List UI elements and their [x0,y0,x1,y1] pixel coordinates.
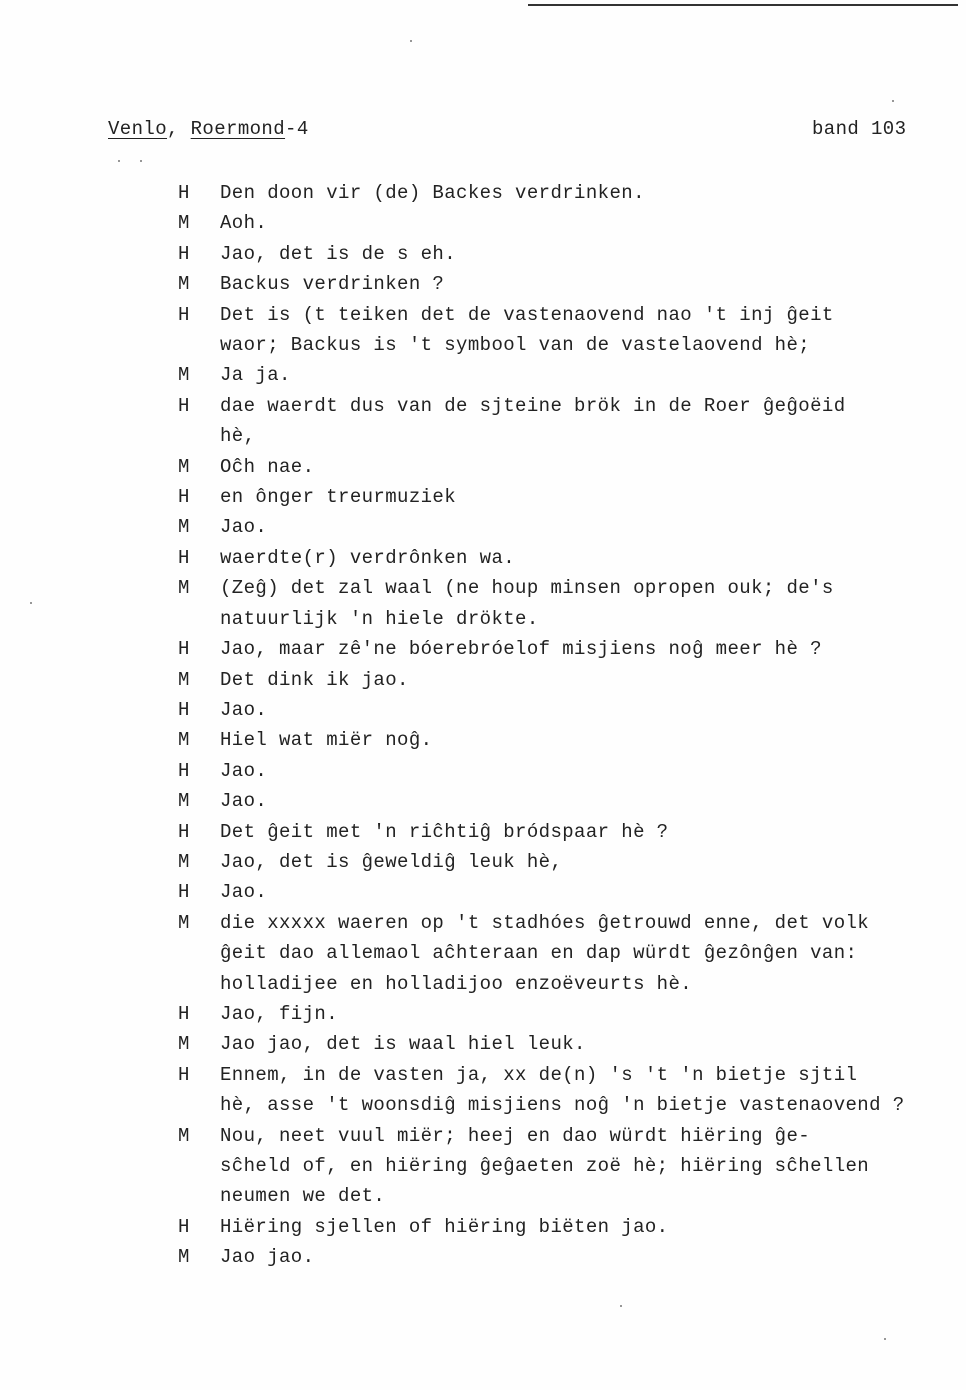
utterance-line: holladijee en holladijoo enzoëveurts hè. [220,972,693,995]
utterance-line: Jao. [220,698,268,721]
header-separator: , [167,118,191,140]
header-place-roermond: Roermond [190,118,286,140]
transcript-turn [178,634,938,664]
utterance [220,877,938,907]
speaker-label: M [178,729,190,752]
speaker-label: H [178,1215,190,1238]
speaker-label: M [178,1246,190,1269]
transcript-turn [178,178,938,208]
utterance-line: hè, [220,425,256,448]
transcript-turn [178,1212,938,1242]
utterance [220,573,938,634]
utterance-line: Hiëring sjellen of hiëring biëten jao. [220,1215,669,1238]
transcript-turn [178,665,938,695]
utterance [220,908,938,999]
utterance-line: en ônger treurmuziek [220,486,457,509]
speaker-label: M [178,212,190,235]
transcript-turn [178,208,938,238]
utterance [220,756,938,786]
transcript-body [178,178,938,1273]
transcript-turn [178,452,938,482]
utterance [220,1029,938,1059]
utterance-line: (Zeĝ) det zal waal (ne houp minsen opropen ouk; de's [220,577,834,600]
speaker-label: M [178,1124,190,1147]
utterance-line: neumen we det. [220,1185,386,1208]
utterance [220,178,938,208]
speaker-label: M [178,516,190,539]
utterance-line: Jao, maar zê'ne bóerebróelof misjiens noĝ meer hè ? [220,638,822,661]
utterance [220,543,938,573]
utterance [220,512,938,542]
transcript-turn [178,512,938,542]
speaker-label: H [178,820,190,843]
transcript-turn [178,543,938,573]
header-suffix: -4 [285,118,309,140]
scan-speck [892,100,894,102]
speaker-label: H [178,182,190,204]
utterance [220,725,938,755]
scan-speck [884,1338,886,1340]
speaker-label: H [178,1002,190,1025]
transcript-turn [178,1242,938,1272]
transcript-turn [178,908,938,999]
scan-speck [30,602,32,604]
speaker-label: M [178,911,190,934]
transcript-turn [178,847,938,877]
utterance-line: dae waerdt dus van de sjteine brök in de Roer ĝeĝoëid [220,394,846,417]
header-place-venlo: Venlo [108,118,168,140]
utterance-line: Backus verdrinken ? [220,273,445,296]
utterance-line: Jao. [220,881,268,904]
utterance-line: Nou, neet vuul miër; heej en dao würdt hiëring ĝe- [220,1124,811,1147]
transcript-turn [178,269,938,299]
utterance-line: Jao, fijn. [220,1002,339,1025]
scan-speck [620,1305,622,1307]
speaker-label: H [178,638,190,661]
speaker-label: H [178,546,190,569]
utterance [220,269,938,299]
transcript-turn [178,1060,938,1121]
utterance [220,1242,938,1272]
scan-speck [118,160,120,162]
transcript-turn [178,360,938,390]
transcript-turn [178,725,938,755]
transcript-turn [178,482,938,512]
utterance-line: sĉheld of, en hiëring ĝeĝaeten zoë hè; hiëring sĉhellen [220,1155,870,1177]
utterance-line: Jao, det is ĝeweldiĝ leuk hè, [220,850,563,873]
transcript-turn [178,1029,938,1059]
utterance [220,208,938,238]
utterance-line: natuurlijk 'n hiele drökte. [220,607,539,630]
transcript-turn [178,877,938,907]
utterance [220,786,938,816]
speaker-label: M [178,1033,190,1056]
utterance [220,360,938,390]
speaker-label: H [178,394,190,417]
speaker-label: H [178,698,190,721]
transcript-turn [178,1121,938,1212]
utterance-line: Jao. [220,759,268,782]
utterance [220,695,938,725]
scan-speck [410,40,412,42]
utterance-line: Ja ja. [220,364,291,387]
utterance [220,1060,938,1121]
transcript-turn [178,391,938,452]
utterance-line: Jao, det is de s eh. [220,242,457,265]
transcript-turn [178,817,938,847]
utterance-line: Det dink ik jao. [220,668,409,691]
utterance-line: Ennem, in de vasten ja, xx de(n) 's 't 'n bietje sjtil [220,1063,858,1086]
utterance [220,239,938,269]
utterance-line: waerdte(r) verdrônken wa. [220,546,516,569]
speaker-label: H [178,1063,190,1086]
utterance-line: ĝeit dao allemaol aĉhteraan en dap würdt ĝezônĝen van: [220,942,858,965]
utterance-line: Jao jao, det is waal hiel leuk. [220,1033,586,1056]
speaker-label: H [178,303,190,326]
transcript-turn [178,239,938,269]
transcript-turn [178,695,938,725]
utterance [220,817,938,847]
header-band-number: band 103 [812,118,907,140]
utterance [220,1121,938,1212]
utterance [220,300,938,361]
utterance-line: waor; Backus is 't symbool van de vastelaovend hè; [220,334,811,357]
speaker-label: H [178,881,190,904]
utterance [220,1212,938,1242]
speaker-label: M [178,455,190,478]
utterance-line: Aoh. [220,212,268,235]
utterance [220,634,938,664]
utterance-line: Jao. [220,790,268,813]
transcript-turn [178,300,938,361]
header-location [108,118,309,140]
utterance-line: Oĉh nae. [220,455,315,478]
utterance [220,391,938,452]
utterance-line: Hiel wat miër noĝ. [220,729,433,752]
utterance-line: die xxxxx waeren op 't stadhóes ĝetrouwd enne, det volk [220,911,870,934]
utterance [220,847,938,877]
utterance [220,482,938,512]
top-rule-line [528,4,958,6]
speaker-label: H [178,759,190,782]
utterance-line: hè, asse 't woonsdiĝ misjiens noĝ 'n bietje vastenaovend ? [220,1094,905,1117]
transcript-turn [178,999,938,1029]
transcript-turn [178,573,938,634]
speaker-label: M [178,790,190,813]
speaker-label: M [178,273,190,296]
speaker-label: H [178,486,190,509]
scan-speck [140,160,142,162]
utterance-line: Det is (t teiken det de vastenaovend nao 't inj ĝeit [220,303,834,326]
utterance-line: Jao jao. [220,1246,315,1269]
speaker-label: M [178,577,190,600]
utterance [220,999,938,1029]
utterance-line: Det ĝeit met 'n riĉhtiĝ bródspaar hè ? [220,820,669,843]
utterance-line: Jao. [220,516,268,539]
speaker-label: M [178,364,190,387]
transcript-turn [178,756,938,786]
speaker-label: M [178,850,190,873]
utterance-line: Den doon vir (de) Backes verdrinken. [220,182,645,204]
speaker-label: H [178,242,190,265]
utterance [220,452,938,482]
utterance [220,665,938,695]
speaker-label: M [178,668,190,691]
transcript-turn [178,786,938,816]
